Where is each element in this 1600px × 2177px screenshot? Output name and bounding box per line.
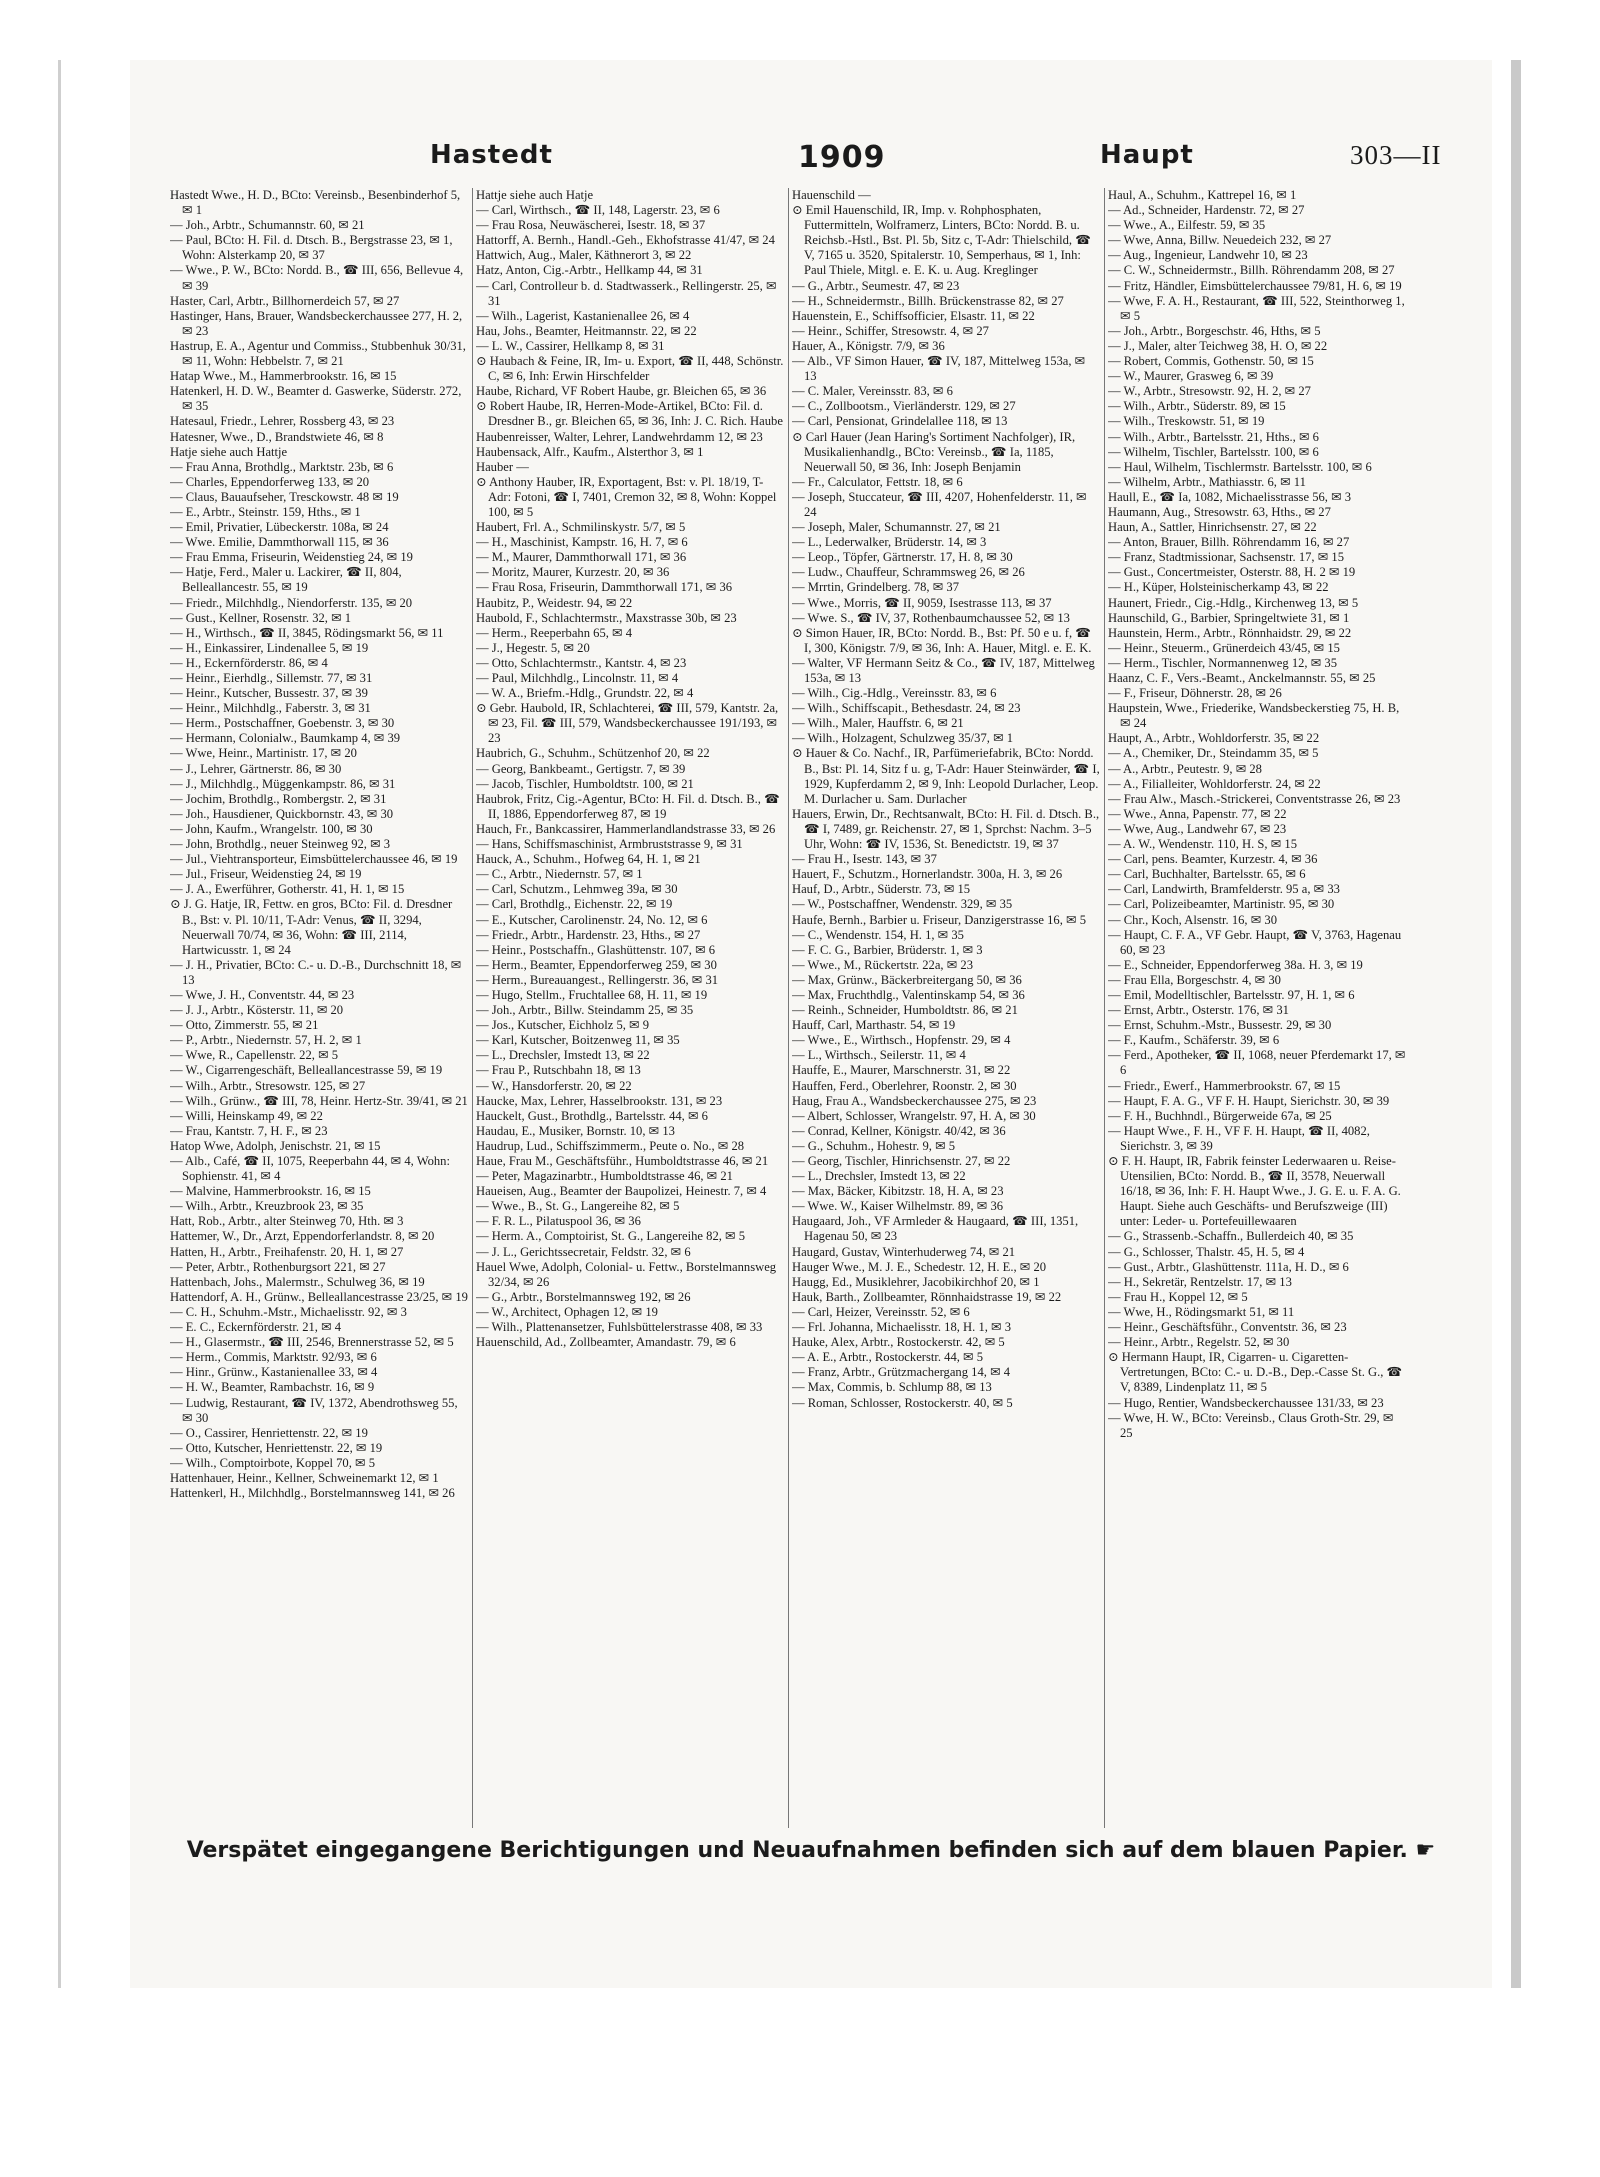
directory-entry: — H., Glasermstr., ☎ III, 2546, Brennerstrasse 52, ✉ 5 [170, 1335, 454, 1350]
directory-entry: Haugaard, Joh., VF Armleder & Haugaard, ☎ III, 1351, Hagenau 50, ✉ 23 [792, 1214, 1079, 1244]
directory-entry: — J., Hegestr. 5, ✉ 20 [476, 640, 590, 655]
directory-entry: ⊙ Emil Hauenschild, IR, Imp. v. Rohphosphaten, Futtermitteln, Wolframerz, Linters, BCto: Nordd. B. u. Reichsb.-Hstl., Bst. Pl. 5b, Sitz c, T-Adr: Thielschild, ☎ V, 7165 u. 3520, Spitalerstr. 10, Semperhaus, ✉ 1, Inh: Paul Thiele, Mitgl. e. E. K. u. Aug. Kreglinger [792, 203, 1091, 278]
footer-notice: Verspätet eingegangene Berichtigungen und Neuaufnahmen befinden sich auf dem blauen Papier. ☛ [186, 1838, 1436, 1863]
directory-entry: — Fr., Calculator, Fettstr. 18, ✉ 6 [792, 474, 963, 489]
directory-entry: — G., Arbtr., Borstelmannsweg 192, ✉ 26 [476, 1289, 691, 1304]
directory-entry: ⊙ Hermann Haupt, IR, Cigarren- u. Cigaretten-Vertretungen, BCto: C.- u. D.-B., Dep.-Casse St. G., ☎ V, 8389, Lindenplatz 11, ✉ 5 [1108, 1350, 1403, 1395]
directory-entry: Hauers, Erwin, Dr., Rechtsanwalt, BCto: H. Fil. d. Dtsch. B., ☎ I, 7489, gr. Reichenstr. 27, ✉ 1, Sprchst: Nachm. 3–5 Uhr, Wohn: ☎ IV, 1536, St. Benedictstr. 19, ✉ 37 [792, 806, 1100, 852]
directory-entry: — H., Eckernförderstr. 86, ✉ 4 [170, 655, 328, 670]
directory-entry: Hatenkerl, H. D. W., Beamter d. Gaswerke, Süderstr. 272, ✉ 35 [170, 384, 462, 414]
directory-entry: ⊙ Robert Haube, IR, Herren-Mode-Artikel, BCto: Fil. d. Dresdner B., gr. Bleichen 65, ✉ 36, Inh: J. C. Rich. Haube [476, 399, 783, 429]
directory-entry: — Franz, Stadtmissionar, Sachsenstr. 17, ✉ 15 [1108, 550, 1345, 565]
directory-entry: — Ad., Schneider, Hardenstr. 72, ✉ 27 [1108, 203, 1305, 218]
directory-entry: — Haul, Wilhelm, Tischlermstr. Bartelsstr. 100, ✉ 6 [1108, 459, 1372, 474]
directory-entry: — Wilh., Treskowstr. 51, ✉ 19 [1108, 414, 1265, 429]
directory-entry: — Ernst, Schuhm.-Mstr., Bussestr. 29, ✉ 30 [1108, 1018, 1332, 1033]
directory-entry: — Herm., Reeperbahn 65, ✉ 4 [476, 625, 633, 640]
directory-entry: — Ernst, Arbtr., Osterstr. 176, ✉ 31 [1108, 1003, 1289, 1018]
directory-entry: Hauger Wwe., M. J. E., Schedestr. 12, H. E., ✉ 20 [792, 1259, 1047, 1274]
directory-entry: — Wwe, H. W., BCto: Vereinsb., Claus Groth-Str. 29, ✉ 25 [1108, 1410, 1394, 1440]
directory-entry: Haubold, F., Schlachtermstr., Maxstrasse 30b, ✉ 23 [476, 610, 737, 625]
directory-entry: — Carl, Wirthsch., ☎ II, 148, Lagerstr. 23, ✉ 6 [476, 203, 720, 218]
directory-entry: Haudau, E., Musiker, Bornstr. 10, ✉ 13 [476, 1123, 675, 1138]
directory-entry: — H., Einkassirer, Lindenallee 5, ✉ 19 [170, 640, 369, 655]
directory-entry: — Hugo, Rentier, Wandsbeckerchaussee 131/33, ✉ 23 [1108, 1395, 1384, 1410]
directory-entry: — Carl, Schutzm., Lehmweg 39a, ✉ 30 [476, 882, 678, 897]
directory-entry: — Heinr., Kutscher, Bussestr. 37, ✉ 39 [170, 686, 368, 701]
directory-entry: — W., Postschaffner, Wendenstr. 329, ✉ 35 [792, 897, 1013, 912]
directory-entry: — A., Chemiker, Dr., Steindamm 35, ✉ 5 [1108, 746, 1319, 761]
directory-entry: — Frau Alw., Masch.-Strickerei, Conventstrasse 26, ✉ 23 [1108, 791, 1401, 806]
directory-entry: — Wwe., P. W., BCto: Nordd. B., ☎ III, 656, Bellevue 4, ✉ 39 [170, 263, 464, 293]
directory-entry: Hatz, Anton, Cig.-Arbtr., Hellkamp 44, ✉ 31 [476, 263, 703, 278]
directory-entry: — Jul., Friseur, Weidenstieg 24, ✉ 19 [170, 867, 362, 882]
directory-entry: — C. Maler, Vereinsstr. 83, ✉ 6 [792, 384, 953, 399]
directory-entry: — John, Kaufm., Wrangelstr. 100, ✉ 30 [170, 821, 373, 836]
directory-entry: — G., Schuhm., Hohestr. 9, ✉ 5 [792, 1138, 956, 1153]
directory-entry: Haubitz, P., Weidestr. 94, ✉ 22 [476, 595, 633, 610]
directory-entry: — Aug., Ingenieur, Landwehr 10, ✉ 23 [1108, 248, 1308, 263]
directory-entry: — Wwe, H., Rödingsmarkt 51, ✉ 11 [1108, 1304, 1295, 1319]
directory-entry: Haug, Frau A., Wandsbeckerchaussee 275, ✉ 23 [792, 1093, 1037, 1108]
directory-entry: Hattemer, W., Dr., Arzt, Eppendorferlandstr. 8, ✉ 20 [170, 1229, 435, 1244]
directory-entry: Hattje siehe auch Hatje [476, 188, 594, 202]
directory-entry: — Frau Ella, Borgeschstr. 4, ✉ 30 [1108, 972, 1281, 987]
directory-entry: — Hugo, Stellm., Fruchtallee 68, H. 11, ✉ 19 [476, 987, 708, 1002]
directory-entry: — C., Zollbootsm., Vierländerstr. 129, ✉ 27 [792, 399, 1016, 414]
page-header [130, 140, 1492, 180]
directory-entry: — Carl, Landwirth, Bramfelderstr. 95 a, ✉ 33 [1108, 882, 1340, 897]
directory-entry: — F. C. G., Barbier, Brüderstr. 1, ✉ 3 [792, 942, 983, 957]
directory-entry: — Carl, Heizer, Vereinsstr. 52, ✉ 6 [792, 1304, 970, 1319]
directory-entry: Haunstein, Herm., Arbtr., Rönnhaidstr. 29, ✉ 22 [1108, 625, 1352, 640]
directory-entry: Haupt, A., Arbtr., Wohldorferstr. 35, ✉ 22 [1108, 731, 1320, 746]
directory-entry: — Gust., Concertmeister, Osterstr. 88, H. 2 ✉ 19 [1108, 565, 1356, 580]
directory-entry: Haueisen, Aug., Beamter der Baupolizei, Heinestr. 7, ✉ 4 [476, 1184, 767, 1199]
directory-entry: Haugg, Ed., Musiklehrer, Jacobikirchhof 20, ✉ 1 [792, 1274, 1040, 1289]
directory-entry: — Wwe, R., Capellenstr. 22, ✉ 5 [170, 1048, 339, 1063]
directory-entry: — Wilh., Lagerist, Kastanienallee 26, ✉ 4 [476, 308, 690, 323]
directory-entry: — Wwe., Anna, Papenstr. 77, ✉ 22 [1108, 806, 1287, 821]
directory-entry: — Wwe, Anna, Billw. Neuedeich 232, ✉ 27 [1108, 233, 1332, 248]
directory-entry: — Wwe., E., Wirthsch., Hopfenstr. 29, ✉ 4 [792, 1033, 1011, 1048]
directory-entry: — Jos., Kutscher, Eichholz 5, ✉ 9 [476, 1018, 650, 1033]
directory-entry: Haun, A., Sattler, Hinrichsenstr. 27, ✉ 22 [1108, 520, 1317, 535]
directory-entry: — Frl. Johanna, Michaelisstr. 18, H. 1, ✉ 3 [792, 1320, 1012, 1335]
directory-entry: — F., Friseur, Döhnerstr. 28, ✉ 26 [1108, 686, 1282, 701]
directory-entry: — Paul, BCto: H. Fil. d. Dtsch. B., Bergstrasse 23, ✉ 1, Wohn: Alsterkamp 20, ✉ 37 [170, 233, 453, 263]
directory-entry: Haunert, Friedr., Cig.-Hdlg., Kirchenweg 13, ✉ 5 [1108, 595, 1359, 610]
directory-entry: ⊙ J. G. Hatje, IR, Fettw. en gros, BCto: Fil. d. Dresdner B., Bst: v. Pl. 10/11, T-Adr: Venus, ☎ II, 3294, Neuerwall 70/74, ✉ 36, Wohn: ☎ III, 2114, Hartwicusstr. 1, ✉ 24 [170, 897, 453, 957]
directory-entry: — Wilh., Grünw., ☎ III, 78, Heinr. Hertz-Str. 39/41, ✉ 21 [170, 1093, 468, 1108]
directory-entry: — Fritz, Händler, Eimsbüttelerchaussee 79/81, H. 6, ✉ 19 [1108, 278, 1402, 293]
directory-entry: Hattwich, Aug., Maler, Käthnerort 3, ✉ 22 [476, 248, 692, 263]
directory-entry: — Emil, Modelltischler, Bartelsstr. 97, H. 1, ✉ 6 [1108, 987, 1355, 1002]
directory-entry: — Georg, Bankbeamt., Gertigstr. 7, ✉ 39 [476, 761, 686, 776]
directory-entry: — L., Drechsler, Imstedt 13, ✉ 22 [476, 1048, 650, 1063]
directory-entry: — C., Wendenstr. 154, H. 1, ✉ 35 [792, 927, 964, 942]
directory-entry: — Georg, Tischler, Hinrichsenstr. 27, ✉ 22 [792, 1154, 1011, 1168]
directory-entry: Hatten, H., Arbtr., Freihafenstr. 20, H. 1, ✉ 27 [170, 1244, 404, 1259]
column-divider [472, 188, 473, 1828]
directory-entry: ⊙ Haubach & Feine, IR, Im- u. Export, ☎ II, 448, Schönstr. C, ✉ 6, Inh: Erwin Hirschfelder [476, 354, 784, 384]
directory-column-1 [170, 188, 468, 1828]
directory-entry: — Emil, Privatier, Lübeckerstr. 108a, ✉ 24 [170, 520, 389, 535]
directory-entry: — Heinr., Geschäftsführ., Conventstr. 36, ✉ 23 [1108, 1320, 1347, 1335]
directory-entry: — Jochim, Brothdlg., Rombergstr. 2, ✉ 31 [170, 791, 387, 806]
header-first-name: Hastedt [430, 140, 553, 170]
directory-entry: — Carl, Brothdlg., Eichenstr. 22, ✉ 19 [476, 897, 673, 912]
directory-entry: — Heinr., Milchhdlg., Faberstr. 3, ✉ 31 [170, 701, 371, 716]
directory-entry: — Wwe, F. A. H., Restaurant, ☎ III, 522, Steinthorweg 1, ✉ 5 [1108, 293, 1405, 323]
directory-entry: — Carl, Buchhalter, Bartelsstr. 65, ✉ 6 [1108, 867, 1306, 882]
directory-entry: — Wilh., Schiffscapit., Bethesdastr. 24, ✉ 23 [792, 701, 1021, 716]
directory-entry: — Herm., Bureauangest., Rellingerstr. 36, ✉ 31 [476, 972, 719, 987]
directory-entry: — Carl, Controlleur b. d. Stadtwasserk., Rellingerstr. 25, ✉ 31 [476, 278, 777, 308]
directory-entry: — Peter, Arbtr., Rothenburgsort 221, ✉ 27 [170, 1259, 386, 1274]
directory-entry: — Wilh., Holzagent, Schulzweg 35/37, ✉ 1 [792, 731, 1014, 746]
directory-entry: — Carl, pens. Beamter, Kurzestr. 4, ✉ 36 [1108, 852, 1318, 867]
directory-entry: — A. E., Arbtr., Rostockerstr. 44, ✉ 5 [792, 1350, 984, 1365]
directory-entry: — L., Drechsler, Imstedt 13, ✉ 22 [792, 1169, 966, 1184]
directory-entry: — A., Arbtr., Peutestr. 9, ✉ 28 [1108, 761, 1262, 776]
column-divider [788, 188, 789, 1828]
directory-entry: — Wwe. S., ☎ IV, 37, Rothenbaumchaussee 52, ✉ 13 [792, 610, 1070, 625]
directory-entry: Haufe, Bernh., Barbier u. Friseur, Danzigerstrasse 16, ✉ 5 [792, 912, 1087, 927]
directory-entry: — C. W., Schneidermstr., Billh. Röhrendamm 208, ✉ 27 [1108, 263, 1395, 278]
directory-entry: Hauf, D., Arbtr., Süderstr. 73, ✉ 15 [792, 882, 971, 897]
directory-entry: — Wwe, Aug., Landwehr 67, ✉ 23 [1108, 821, 1287, 836]
directory-entry: — J. J., Arbtr., Kösterstr. 11, ✉ 20 [170, 1003, 344, 1018]
directory-entry: — Hinr., Grünw., Kastanienallee 33, ✉ 4 [170, 1365, 378, 1380]
directory-entry: — J., Lehrer, Gärtnerstr. 86, ✉ 30 [170, 761, 342, 776]
directory-entry: — Haupt, F. A. G., VF F. H. Haupt, Sierichstr. 30, ✉ 39 [1108, 1093, 1390, 1108]
directory-entry: Haugard, Gustav, Winterhuderweg 74, ✉ 21 [792, 1244, 1016, 1259]
directory-entry: — Gust., Kellner, Rosenstr. 32, ✉ 1 [170, 610, 352, 625]
directory-entry: Haudrup, Lud., Schiffszimmerm., Peute o. No., ✉ 28 [476, 1138, 745, 1153]
directory-entry: — P., Arbtr., Niedernstr. 57, H. 2, ✉ 1 [170, 1033, 362, 1048]
directory-entry: — Roman, Schlosser, Rostockerstr. 40, ✉ 5 [792, 1395, 1013, 1410]
directory-entry: — Frau Rosa, Neuwäscherei, Isestr. 18, ✉ 37 [476, 218, 706, 233]
directory-entry: — E. C., Eckernförderstr. 21, ✉ 4 [170, 1320, 342, 1335]
directory-entry: Hattenkerl, H., Milchhdlg., Borstelmannsweg 141, ✉ 26 [170, 1486, 455, 1501]
directory-entry: — Chr., Koch, Alsenstr. 16, ✉ 30 [1108, 912, 1278, 927]
directory-column-4 [1108, 188, 1408, 1828]
directory-entry: Hauenschild — [792, 188, 871, 202]
directory-entry: Hatt, Rob., Arbtr., alter Steinweg 70, Hth. ✉ 3 [170, 1214, 404, 1229]
directory-entry: — Alb., Café, ☎ II, 1075, Reeperbahn 44, ✉ 4, Wohn: Sophienstr. 41, ✉ 4 [170, 1154, 450, 1184]
directory-entry: — H., Küper, Holsteinischerkamp 43, ✉ 22 [1108, 580, 1329, 595]
directory-entry: ⊙ Hauer & Co. Nachf., IR, Parfümeriefabrik, BCto: Nordd. B., Bst: Pl. 14, Sitz f u. g, T-Adr: Hauer Steinwärder, ☎ I, 1929, Kupferdamm 2, ✉ 9, Inh: Leopold Durlacher, Leop. M. Durlacher u. Sam. Durlacher [792, 746, 1100, 806]
directory-entry: — F., Kaufm., Schäferstr. 39, ✉ 6 [1108, 1033, 1280, 1048]
directory-entry: Haubrich, G., Schuhm., Schützenhof 20, ✉ 22 [476, 746, 710, 761]
directory-entry: — Herm., Tischler, Normannenweg 12, ✉ 35 [1108, 655, 1338, 670]
directory-entry: — H., Sekretär, Rentzelstr. 17, ✉ 13 [1108, 1274, 1292, 1289]
directory-entry: — Hans, Schiffsmaschinist, Armbruststrasse 9, ✉ 31 [476, 837, 743, 852]
directory-entry: — W., Maurer, Grasweg 6, ✉ 39 [1108, 369, 1274, 384]
header-page-number: 303—II [1350, 140, 1442, 170]
directory-entry: — Joh., Arbtr., Borgeschstr. 46, Hths, ✉ 5 [1108, 323, 1321, 338]
directory-entry: Hauffen, Ferd., Oberlehrer, Roonstr. 2, ✉ 30 [792, 1078, 1017, 1093]
directory-entry: — J. A., Ewerführer, Gotherstr. 41, H. 1, ✉ 15 [170, 882, 405, 897]
directory-entry: — Heinr., Arbtr., Regelstr. 52, ✉ 30 [1108, 1335, 1290, 1350]
directory-entry: — Ludwig, Restaurant, ☎ IV, 1372, Abendrothsweg 55, ✉ 30 [170, 1395, 458, 1425]
directory-entry: — L., Lederwalker, Brüderstr. 14, ✉ 3 [792, 535, 987, 550]
directory-entry: — Robert, Commis, Gothenstr. 50, ✉ 15 [1108, 354, 1314, 369]
directory-entry: — Haupt Wwe., F. H., VF F. H. Haupt, ☎ II, 4082, Sierichstr. 3, ✉ 39 [1108, 1123, 1370, 1153]
directory-entry: — Wilh., Arbtr., Süderstr. 89, ✉ 15 [1108, 399, 1286, 414]
directory-entry: — M., Maurer, Dammthorwall 171, ✉ 36 [476, 550, 687, 565]
directory-entry: — Claus, Bauaufseher, Tresckowstr. 48 ✉ 19 [170, 489, 399, 504]
directory-entry: — H., Schneidermstr., Billh. Brückenstrasse 82, ✉ 27 [792, 293, 1064, 308]
directory-entry: — Wwe. W., Kaiser Wilhelmstr. 89, ✉ 36 [792, 1199, 1004, 1214]
directory-entry: — W., Architect, Ophagen 12, ✉ 19 [476, 1304, 658, 1319]
directory-entry: Hattenhauer, Heinr., Kellner, Schweinemarkt 12, ✉ 1 [170, 1470, 439, 1485]
directory-entry: — Frau P., Rutschbahn 18, ✉ 13 [476, 1063, 641, 1078]
directory-entry: — Max, Bäcker, Kibitzstr. 18, H. A, ✉ 23 [792, 1184, 1004, 1199]
directory-entry: — E., Schneider, Eppendorferweg 38a. H. 3, ✉ 19 [1108, 957, 1363, 972]
directory-entry: — Mrrtin, Grindelberg. 78, ✉ 37 [792, 580, 960, 595]
directory-entry: — Max, Commis, b. Schlump 88, ✉ 13 [792, 1380, 992, 1395]
directory-entry: — Wilhelm, Tischler, Bartelsstr. 100, ✉ 6 [1108, 444, 1319, 459]
directory-entry: — Reinh., Schneider, Humboldtstr. 86, ✉ 21 [792, 1003, 1018, 1018]
directory-entry: — Frau Anna, Brothdlg., Marktstr. 23b, ✉ 6 [170, 459, 394, 474]
directory-entry: — Hermann, Colonialw., Baumkamp 4, ✉ 39 [170, 731, 401, 746]
directory-entry: — Franz, Arbtr., Grützmachergang 14, ✉ 4 [792, 1365, 1011, 1380]
directory-entry: Hatop Wwe, Adolph, Jenischstr. 21, ✉ 15 [170, 1138, 381, 1153]
directory-entry: — Wilh., Comptoirbote, Koppel 70, ✉ 5 [170, 1455, 376, 1470]
column-divider [1104, 188, 1105, 1828]
directory-entry: — H., Wirthsch., ☎ II, 3845, Rödingsmarkt 56, ✉ 11 [170, 625, 444, 640]
directory-entry: Hauenstein, E., Schiffsofficier, Elsastr. 11, ✉ 22 [792, 308, 1035, 323]
directory-entry: Haster, Carl, Arbtr., Billhornerdeich 57, ✉ 27 [170, 293, 400, 308]
directory-entry: — Paul, Milchhdlg., Lincolnstr. 11, ✉ 4 [476, 671, 679, 685]
directory-entry: — W., Cigarrengeschäft, Belleallancestrasse 59, ✉ 19 [170, 1063, 443, 1078]
directory-entry: — J. L., Gerichtssecretair, Feldstr. 32, ✉ 6 [476, 1244, 691, 1259]
directory-entry: Haue, Frau M., Geschäftsführ., Humboldtstrasse 46, ✉ 21 [476, 1154, 769, 1168]
directory-entry: Hattenbach, Johs., Malermstr., Schulweg 36, ✉ 19 [170, 1274, 425, 1289]
directory-entry: — Heinr., Steuerm., Grünerdeich 43/45, ✉ 15 [1108, 640, 1340, 655]
directory-entry: — Alb., VF Simon Hauer, ☎ IV, 187, Mittelweg 153a, ✉ 13 [792, 354, 1086, 384]
directory-entry: — O., Cassirer, Henriettenstr. 22, ✉ 19 [170, 1425, 368, 1440]
directory-entry: Hastinger, Hans, Brauer, Wandsbeckerchaussee 277, H. 2, ✉ 23 [170, 308, 463, 338]
directory-entry: — Wwe., Morris, ☎ II, 9059, Isestrasse 113, ✉ 37 [792, 595, 1052, 610]
directory-entry: ⊙ Anthony Hauber, IR, Exportagent, Bst: v. Pl. 18/19, T-Adr: Fotoni, ☎ I, 7401, Cremon 32, ✉ 8, Wohn: Koppel 100, ✉ 5 [476, 474, 777, 519]
directory-entry: — C. H., Schuhm.-Mstr., Michaelisstr. 92, ✉ 3 [170, 1304, 407, 1319]
directory-columns [170, 188, 1492, 1828]
directory-entry: — Carl, Pensionat, Grindelallee 118, ✉ 13 [792, 414, 1008, 429]
directory-entry: — J. H., Privatier, BCto: C.- u. D.-B., Durchschnitt 18, ✉ 13 [170, 957, 462, 987]
directory-entry: Hau, Johs., Beamter, Heitmannstr. 22, ✉ 22 [476, 323, 697, 338]
directory-entry: — Moritz, Maurer, Kurzestr. 20, ✉ 36 [476, 565, 670, 580]
directory-entry: — Wilh., Arbtr., Stresowstr. 125, ✉ 27 [170, 1078, 366, 1093]
directory-entry: — Herm., Commis, Marktstr. 92/93, ✉ 6 [170, 1350, 377, 1365]
directory-entry: — Frau Emma, Friseurin, Weidenstieg 24, ✉ 19 [170, 550, 413, 565]
directory-entry: — Friedr., Milchhdlg., Niendorferstr. 135, ✉ 20 [170, 595, 413, 610]
directory-entry: — W., Hansdorferstr. 20, ✉ 22 [476, 1078, 632, 1093]
header-year: 1909 [798, 140, 886, 175]
directory-entry: — L. W., Cassirer, Hellkamp 8, ✉ 31 [476, 338, 665, 353]
directory-entry: — Joh., Hausdiener, Quickbornstr. 43, ✉ 30 [170, 806, 394, 821]
directory-entry: — L., Wirthsch., Seilerstr. 11, ✉ 4 [792, 1048, 966, 1063]
directory-entry: ⊙ F. H. Haupt, IR, Fabrik feinster Lederwaaren u. Reise-Utensilien, BCto: Nordd. B., ☎ II, 3578, Neuerwall 16/18, ✉ 36, Inh: F. H. Haupt Wwe., J. G. E. u. F. A. G. Haupt. Siehe auch Geschäfts- und Berufszweige (III) unter: Leder- u. Portefeuillewaaren [1108, 1154, 1401, 1229]
directory-entry: Hauckelt, Gust., Brothdlg., Bartelsstr. 44, ✉ 6 [476, 1108, 708, 1123]
directory-entry: Hattorff, A. Bernh., Handl.-Geh., Ekhofstrasse 41/47, ✉ 24 [476, 233, 775, 248]
directory-entry: Haubrok, Fritz, Cig.-Agentur, BCto: H. Fil. d. Dtsch. B., ☎ II, 1886, Eppendorferweg 87, ✉ 19 [476, 791, 780, 821]
directory-entry: — Heinr., Schiffer, Stresowstr. 4, ✉ 27 [792, 323, 989, 338]
directory-entry: — Joseph, Stuccateur, ☎ III, 4207, Hohenfelderstr. 11, ✉ 24 [792, 489, 1087, 519]
directory-entry: Haanz, C. F., Vers.-Beamt., Anckelmannstr. 55, ✉ 25 [1108, 671, 1376, 685]
directory-entry: — Wwe, J. H., Conventstr. 44, ✉ 23 [170, 987, 355, 1002]
directory-entry: Hauch, Fr., Bankcassirer, Hammerlandlandstrasse 33, ✉ 26 [476, 821, 776, 836]
directory-entry: Haupstein, Wwe., Friederike, Wandsbeckerstieg 75, H. B, ✉ 24 [1108, 701, 1400, 731]
directory-column-2 [476, 188, 784, 1828]
directory-entry: — Ferd., Apotheker, ☎ II, 1068, neuer Pferdemarkt 17, ✉ 6 [1108, 1048, 1406, 1078]
directory-entry: — Willi, Heinskamp 49, ✉ 22 [170, 1108, 323, 1123]
directory-entry: Hauke, Alex, Arbtr., Rostockerstr. 42, ✉ 5 [792, 1335, 1005, 1350]
directory-entry: Haubensack, Alfr., Kaufm., Alsterthor 3, ✉ 1 [476, 444, 704, 459]
directory-entry: — A., Filialleiter, Wohldorferstr. 24, ✉ 22 [1108, 776, 1321, 791]
directory-entry: — Karl, Kutscher, Boitzenweg 11, ✉ 35 [476, 1033, 680, 1048]
directory-entry: — Frau H., Koppel 12, ✉ 5 [1108, 1289, 1248, 1304]
directory-entry: — J., Milchhdlg., Müggenkampstr. 86, ✉ 31 [170, 776, 396, 791]
directory-entry: — Haupt, C. F. A., VF Gebr. Haupt, ☎ V, 3763, Hagenau 60, ✉ 23 [1108, 927, 1402, 957]
directory-entry: Hauber — [476, 459, 529, 474]
directory-column-3 [792, 188, 1100, 1828]
directory-entry: — Anton, Brauer, Billh. Röhrendamm 16, ✉ 27 [1108, 535, 1350, 550]
directory-entry: — J., Maler, alter Teichweg 38, H. O, ✉ 22 [1108, 338, 1328, 353]
directory-entry: — C., Arbtr., Niedernstr. 57, ✉ 1 [476, 867, 643, 882]
directory-entry: — Gust., Arbtr., Glashüttenstr. 111a, H. D., ✉ 6 [1108, 1259, 1349, 1274]
directory-entry: ⊙ Gebr. Haubold, IR, Schlachterei, ☎ III, 579, Kantstr. 2a, ✉ 23, Fil. ☎ III, 579, Wandsbeckerchaussee 191/193, ✉ 23 [476, 701, 779, 746]
directory-entry: — Wwe, Heinr., Martinistr. 17, ✉ 20 [170, 746, 357, 761]
directory-entry: — Wilh., Arbtr., Kreuzbrook 23, ✉ 35 [170, 1199, 364, 1214]
directory-entry: Haunschild, G., Barbier, Springeltwiete 31, ✉ 1 [1108, 610, 1350, 625]
directory-entry: Hauel Wwe, Adolph, Colonial- u. Fettw., Borstelmannsweg 32/34, ✉ 26 [476, 1259, 777, 1289]
directory-entry: — Heinr., Eierhdlg., Sillemstr. 77, ✉ 31 [170, 671, 373, 685]
directory-entry: — Herm., Beamter, Eppendorferweg 259, ✉ 30 [476, 957, 717, 972]
directory-entry: Haucke, Max, Lehrer, Hasselbrookstr. 131, ✉ 23 [476, 1093, 723, 1108]
directory-entry: — F. H., Buchhndl., Bürgerweide 67a, ✉ 25 [1108, 1108, 1332, 1123]
directory-entry: Hastedt Wwe., H. D., BCto: Vereinsb., Besenbinderhof 5, ✉ 1 [170, 188, 461, 218]
directory-entry: Haumann, Aug., Stresowstr. 63, Hths., ✉ 27 [1108, 504, 1331, 519]
directory-entry: — Walter, VF Hermann Seitz & Co., ☎ IV, 187, Mittelweg 153a, ✉ 13 [792, 655, 1095, 685]
directory-entry: Hastrup, E. A., Agentur und Commiss., Stubbenhuk 30/31, ✉ 11, Wohn: Hebbelstr. 7, ✉ 21 [170, 338, 466, 369]
directory-entry: — W., Arbtr., Stresowstr. 92, H. 2, ✉ 27 [1108, 384, 1311, 399]
directory-entry: Haube, Richard, VF Robert Haube, gr. Bleichen 65, ✉ 36 [476, 384, 767, 399]
directory-entry: — Wwe., B., St. G., Langereihe 82, ✉ 5 [476, 1199, 680, 1214]
directory-entry: — Wwe., M., Rückertstr. 22a, ✉ 23 [792, 957, 974, 972]
directory-entry: Hattendorf, A. H., Grünw., Belleallancestrasse 23/25, ✉ 19 [170, 1289, 468, 1304]
directory-entry: — Herm., Postschaffner, Goebenstr. 3, ✉ 30 [170, 716, 395, 731]
directory-entry: Hatap Wwe., M., Hammerbrookstr. 16, ✉ 15 [170, 369, 397, 384]
directory-entry: Hauer, A., Königstr. 7/9, ✉ 36 [792, 338, 945, 353]
directory-entry: Hauffe, E., Maurer, Marschnerstr. 31, ✉ 22 [792, 1063, 1011, 1078]
directory-entry: Hauff, Carl, Marthastr. 54, ✉ 19 [792, 1018, 956, 1033]
directory-entry: — Hatje, Ferd., Maler u. Lackirer, ☎ II, 804, Belleallancestr. 55, ✉ 19 [170, 565, 402, 595]
directory-entry: — Conrad, Kellner, Königstr. 40/42, ✉ 36 [792, 1123, 1006, 1138]
directory-page [130, 60, 1492, 1988]
directory-entry: — G., Schlosser, Thalstr. 45, H. 5, ✉ 4 [1108, 1244, 1305, 1259]
directory-entry: — Wilh., Plattenansetzer, Fuhlsbüttelerstrasse 408, ✉ 33 [476, 1320, 763, 1335]
directory-entry: — G., Arbtr., Seumestr. 47, ✉ 23 [792, 278, 960, 293]
directory-entry: ⊙ Carl Hauer (Jean Haring's Sortiment Nachfolger), IR, Musikalienhandlg., BCto: Vereinsb., ☎ Ia, 1185, Neuerwall 50, ✉ 36, Inh: Joseph Benjamin [792, 429, 1076, 474]
directory-entry: — F. R. L., Pilatuspool 36, ✉ 36 [476, 1214, 641, 1229]
directory-entry: — Otto, Zimmerstr. 55, ✉ 21 [170, 1018, 319, 1033]
directory-entry: — Wilh., Arbtr., Bartelsstr. 21, Hths., ✉ 6 [1108, 429, 1319, 444]
directory-entry: — H., Maschinist, Kampstr. 16, H. 7, ✉ 6 [476, 535, 688, 550]
directory-entry: Haull, E., ☎ Ia, 1082, Michaelisstrasse 56, ✉ 3 [1108, 489, 1352, 504]
directory-entry: — Herm. A., Comptoirist, St. G., Langereihe 82, ✉ 5 [476, 1229, 746, 1244]
directory-entry: ⊙ Simon Hauer, IR, BCto: Nordd. B., Bst: Pf. 50 e u. f, ☎ I, 300, Königstr. 7/9, ✉ 36, Inh: A. Hauer, Mitgl. e. E. K. [792, 625, 1092, 655]
directory-entry: — Malvine, Hammerbrookstr. 16, ✉ 15 [170, 1184, 371, 1199]
directory-entry: — Friedr., Ewerf., Hammerbrookstr. 67, ✉ 15 [1108, 1078, 1341, 1093]
header-last-name: Haupt [1100, 140, 1194, 170]
directory-entry: — Joh., Arbtr., Schumannstr. 60, ✉ 21 [170, 218, 365, 233]
directory-entry: — Wwe. Emilie, Dammthorwall 115, ✉ 36 [170, 535, 389, 550]
directory-entry: — W. A., Briefm.-Hdlg., Grundstr. 22, ✉ 4 [476, 686, 694, 701]
directory-entry: — Joh., Arbtr., Billw. Steindamm 25, ✉ 35 [476, 1003, 694, 1018]
directory-entry: — G., Strassenb.-Schaffn., Bullerdeich 40, ✉ 35 [1108, 1229, 1354, 1244]
directory-entry: — Peter, Magazinarbtr., Humboldtstrasse 46, ✉ 21 [476, 1169, 733, 1184]
directory-entry: Haubenreisser, Walter, Lehrer, Landwehrdamm 12, ✉ 23 [476, 429, 763, 444]
directory-entry: — A. W., Wendenstr. 110, H. S, ✉ 15 [1108, 837, 1298, 852]
directory-entry: — Wilh., Cig.-Hdlg., Vereinsstr. 83, ✉ 6 [792, 686, 997, 701]
directory-entry: — E., Kutscher, Carolinenstr. 24, No. 12, ✉ 6 [476, 912, 708, 927]
directory-entry: Hatesaul, Friedr., Lehrer, Rossberg 43, ✉ 23 [170, 414, 395, 429]
directory-entry: — Frau, Kantstr. 7, H. F., ✉ 23 [170, 1123, 328, 1138]
directory-entry: — Max, Grünw., Bäckerbreitergang 50, ✉ 36 [792, 972, 1022, 987]
directory-entry: Haul, A., Schuhm., Kattrepel 16, ✉ 1 [1108, 188, 1297, 202]
directory-entry: — John, Brothdlg., neuer Steinweg 92, ✉ 3 [170, 837, 391, 852]
directory-entry: — Frau Rosa, Friseurin, Dammthorwall 171, ✉ 36 [476, 580, 733, 595]
directory-entry: Hatesner, Wwe., D., Brandstwiete 46, ✉ 8 [170, 429, 384, 444]
directory-entry: — Charles, Eppendorferweg 133, ✉ 20 [170, 474, 370, 489]
directory-entry: Haubert, Frl. A., Schmilinskystr. 5/7, ✉ 5 [476, 520, 686, 535]
directory-entry: — E., Arbtr., Steinstr. 159, Hths., ✉ 1 [170, 504, 361, 519]
directory-entry: — Leop., Töpfer, Gärtnerstr. 17, H. 8, ✉ 30 [792, 550, 1013, 565]
directory-entry: — Otto, Kutscher, Henriettenstr. 22, ✉ 19 [170, 1440, 383, 1455]
directory-entry: Hatje siehe auch Hattje [170, 444, 288, 459]
directory-entry: — Albert, Schlosser, Wrangelstr. 97, H. A, ✉ 30 [792, 1108, 1036, 1123]
directory-entry: — Joseph, Maler, Schumannstr. 27, ✉ 21 [792, 520, 1001, 535]
directory-entry: — Jacob, Tischler, Humboldtstr. 100, ✉ 21 [476, 776, 694, 791]
directory-entry: — Jul., Viehtransporteur, Eimsbüttelerchaussee 46, ✉ 19 [170, 852, 458, 867]
directory-entry: — H. W., Beamter, Rambachstr. 16, ✉ 9 [170, 1380, 375, 1395]
directory-entry: Hauert, F., Schutzm., Hornerlandstr. 300a, H. 3, ✉ 26 [792, 867, 1063, 882]
directory-entry: — Otto, Schlachtermstr., Kantstr. 4, ✉ 23 [476, 655, 687, 670]
directory-entry: — Wilhelm, Arbtr., Mathiasstr. 6, ✉ 11 [1108, 474, 1306, 489]
directory-entry: — Carl, Polizeibeamter, Martinistr. 95, ✉ 30 [1108, 897, 1335, 912]
directory-entry: Hauck, A., Schuhm., Hofweg 64, H. 1, ✉ 21 [476, 852, 701, 867]
directory-entry: — Friedr., Arbtr., Hardenstr. 23, Hths., ✉ 27 [476, 927, 701, 942]
directory-entry: Hauk, Barth., Zollbeamter, Rönnhaidstrasse 19, ✉ 22 [792, 1289, 1062, 1304]
directory-entry: Hauenschild, Ad., Zollbeamter, Amandastr. 79, ✉ 6 [476, 1335, 736, 1350]
directory-entry: — Max, Fruchthdlg., Valentinskamp 54, ✉ 36 [792, 987, 1025, 1002]
directory-entry: — Ludw., Chauffeur, Schrammsweg 26, ✉ 26 [792, 565, 1025, 580]
directory-entry: — Heinr., Postschaffn., Glashüttenstr. 107, ✉ 6 [476, 942, 716, 957]
directory-entry: — Frau H., Isestr. 143, ✉ 37 [792, 852, 937, 867]
directory-entry: — Wwe., A., Eilfestr. 59, ✉ 35 [1108, 218, 1266, 233]
directory-entry: — Wilh., Maler, Hauffstr. 6, ✉ 21 [792, 716, 964, 731]
